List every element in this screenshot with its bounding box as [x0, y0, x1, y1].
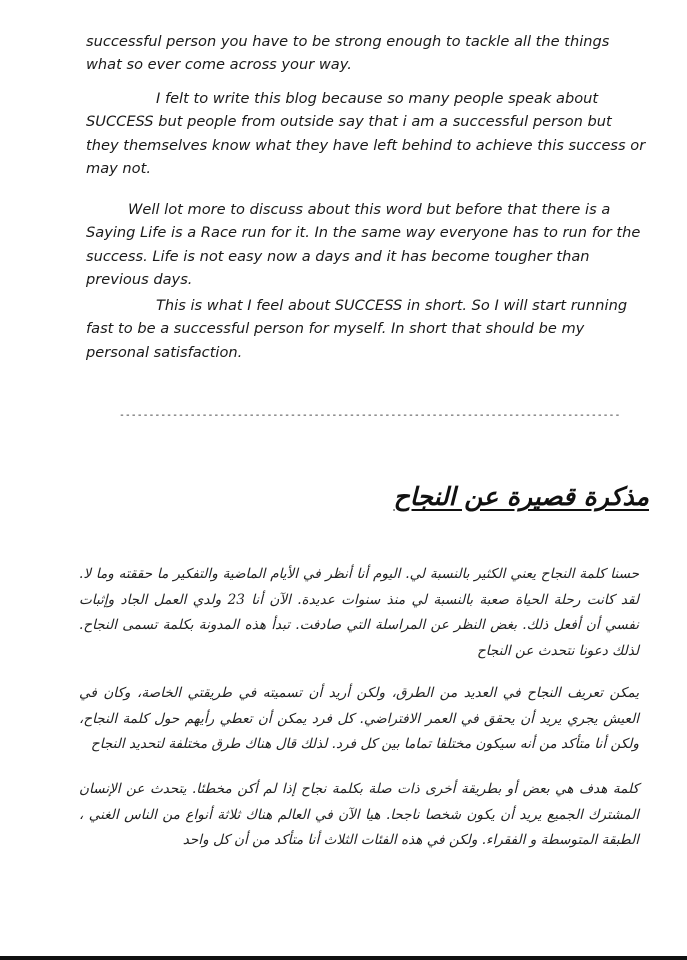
arabic-paragraph-1: حسنا كلمة النجاح يعني الكثير بالنسبة لي. اليوم أنا أنظر في الأيام الماضية والتفكير ما حققته وما لا. لقد كانت رحلة الحياة صعبة بالنسبة لي منذ سنوات عديدة. الآن أنا 23 ولدي العمل الجاد وإثبات نفسي أن أفعل ذلك. بغض النظر عن المراسلة التي صادفت. تبدأ هذه المدونة بكلمة تسمى النجاح. لذلك دعونا نتحدث عن النجاح — [79, 566, 640, 659]
english-paragraph-blog: I felt to write this blog because so many people speak about SUCCESS but people from outside say that i am a successful person but they themselves know what they have left behind to achieve this success or may not. — [86, 90, 646, 178]
arabic-paragraph-3: كلمة هدف هي بعض أو بطريقة أخرى ذات صلة بكلمة نجاح إذا لم أكن مخطئا. يتحدث عن الإنسان المشترك الجميع يريد أن يكون شخصا ناجحا. هيا الآن في العالم هناك ثلاثة أنواع من الناس الغني ، الطبقة المتوسطة و الفقراء. ولكن في هذه الفئات الثلاث أنا متأكد من أن كل واحد — [79, 781, 639, 848]
english-paragraph-race: Well lot more to discuss about this word but before that there is a Saying Life is a Race run for it. In the same way everyone has to run for the success. Life is not easy now a days and it has become tougher than previous days. — [86, 201, 641, 289]
english-paragraph-short: This is what I feel about SUCCESS in short. So I will start running fast to be a successful person for myself. In short that should be my personal satisfaction. — [86, 297, 628, 361]
arabic-paragraph-2: يمكن تعريف النجاح في العديد من الطرق، ولكن أريد أن تسميته في طريقتي الخاصة، وكان في العيش يجري يريد أن يحقق في العمر الافتراضي. كل فرد يمكن أن تعطي رأيهم حول كلمة النجاح، ولكن أنا متأكد من أنه سيكون مختلفا تماما بين كل فرد. لذلك قال هناك طرق مختلفة لتحديد النجاح — [79, 685, 639, 752]
arabic-title: مذكرة قصيرة عن النجاح — [393, 482, 649, 511]
dashed-divider: ------------------------------------------------------------------------------------- — [119, 410, 621, 421]
english-paragraph-intro: successful person you have to be strong enough to tackle all the things what so ever come across your way. — [86, 33, 610, 74]
page-bottom-border — [0, 956, 687, 960]
